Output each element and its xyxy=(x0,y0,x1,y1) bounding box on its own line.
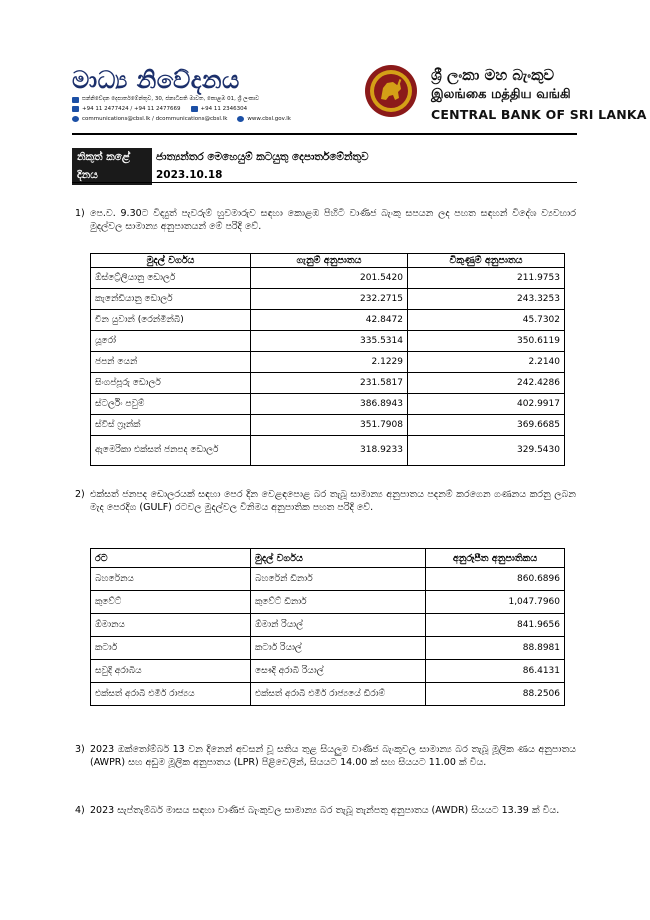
rate-cell: 88.2506 xyxy=(426,683,565,706)
table-row xyxy=(91,352,565,373)
para3-number: 3) xyxy=(75,744,85,755)
address-line xyxy=(72,96,259,103)
table-row xyxy=(91,331,565,352)
currency-cell: ජපන් යෙන් xyxy=(91,352,251,373)
country-cell: කුවේට් xyxy=(91,591,251,614)
buy-rate-cell: 386.8943 xyxy=(251,394,408,415)
gulf-rates-table xyxy=(90,548,565,706)
sell-rate-cell: 211.9753 xyxy=(408,268,565,289)
header-divider xyxy=(72,133,577,135)
country-cell: බහරේනය xyxy=(91,568,251,591)
sell-rate-cell: 329.5430 xyxy=(408,436,565,466)
sell-rate-cell: 45.7302 xyxy=(408,310,565,331)
sell-rate-cell: 350.6119 xyxy=(408,331,565,352)
cbsl-seal-logo xyxy=(364,64,418,118)
phone-text: +94 11 2477424 / +94 11 2477669 xyxy=(82,106,181,112)
currency-cell: ඕමාන් රියාල් xyxy=(251,614,426,637)
currency-cell: කැනේඩියානු ඩොලර් xyxy=(91,289,251,310)
table-row xyxy=(91,289,565,310)
exchange-rates-table xyxy=(90,253,565,466)
para4-text: 2023 සැප්තැම්බර් මාසය සඳහා වාණිජ බැංකුවල සාමාන්‍ය බර තැබූ තැන්පතු අනුපාතය (AWDR) සියයට 13.39 ක් විය. xyxy=(90,805,560,816)
table-row xyxy=(91,568,565,591)
table-row xyxy=(91,614,565,637)
col-header-rate: අනුරූපීත අනුපාතිකය xyxy=(426,549,565,568)
para1-number: 1) xyxy=(75,208,85,219)
buy-rate-cell: 232.2715 xyxy=(251,289,408,310)
fax-text: +94 11 2346304 xyxy=(200,106,248,112)
col-header-currency: මුදල් වර්ගය xyxy=(91,254,251,268)
para4-number: 4) xyxy=(75,805,85,816)
phone-icon xyxy=(72,106,79,112)
date-label: දිනය xyxy=(72,166,152,185)
email-icon xyxy=(72,116,79,122)
currency-cell: ඇමෙරිකා එක්සත් ජනපද ඩොලර් xyxy=(91,436,251,466)
buy-rate-cell: 335.5314 xyxy=(251,331,408,352)
issued-by-label: නිකුත් කළේ xyxy=(72,148,152,167)
fax-icon xyxy=(191,106,198,112)
meta-divider xyxy=(72,182,577,183)
col-header-selling-rate: විකුණුම් අනුපාතය xyxy=(408,254,565,268)
bank-name-english: CENTRAL BANK OF SRI LANKA xyxy=(431,107,647,122)
rate-cell: 86.4131 xyxy=(426,660,565,683)
phone-line xyxy=(72,106,247,112)
para2-number: 2) xyxy=(75,489,85,500)
location-icon xyxy=(72,97,79,103)
para3-text: 2023 ඔක්තෝම්බර් 13 වන දිනෙන් අවසන් වූ සතිය තුළ සියලුම වාණිජ බැංකුවල සාමාන්‍ය බර තැබූ මූලික ණය අනුපාතය (AWPR) සහ අඩුම මූලික අනුපාතය (LPR) පිළිවෙලින්, සියයට 14.00 ක් සහ සියයට 11.00 ක් විය. xyxy=(90,744,576,768)
buy-rate-cell: 201.5420 xyxy=(251,268,408,289)
rate-cell: 88.8981 xyxy=(426,637,565,660)
buy-rate-cell: 351.7908 xyxy=(251,415,408,436)
globe-icon xyxy=(237,116,244,122)
table-row xyxy=(91,591,565,614)
sell-rate-cell: 402.9917 xyxy=(408,394,565,415)
table-row xyxy=(91,310,565,331)
table-row xyxy=(91,683,565,706)
rate-cell: 841.9656 xyxy=(426,614,565,637)
issued-by-value: ජාත්‍යන්තර මෙහෙයුම් කටයුතු දෙපාර්තමේන්තුව xyxy=(156,151,369,163)
rate-cell: 860.6896 xyxy=(426,568,565,591)
table-row xyxy=(91,373,565,394)
address-text: සන්නිවේදන දෙපාර්තමේන්තුව, 30, ජනාධිපති මාවත, කොළඹ 01, ශ්‍රී ලංකාව xyxy=(82,96,260,102)
press-release-title: මාධ්‍ය නිවේදනය xyxy=(72,66,240,94)
currency-cell: සෞදි අරාබි රියාල් xyxy=(251,660,426,683)
table-row xyxy=(91,268,565,289)
bank-name-sinhala: ශ්‍රී ලංකා මහ බැංකුව xyxy=(431,66,555,84)
currency-cell: ස්ටර්ලිං පවුම් xyxy=(91,394,251,415)
para1-text: පෙ.ව. 9.30ට විද්‍යුත් පැවරුම් හුවමාරුව සඳහා කොළඹ පිහිටි වාණිජ බැංකු සපයන ලද පහත සඳහන් විදේශ ව්‍යවහාර මුදල්වල සාමාන්‍ය අනුපාතයන් මේ පරිදි වේ. xyxy=(90,208,576,232)
buy-rate-cell: 231.5817 xyxy=(251,373,408,394)
country-cell: එක්සත් අරාබි එමීර් රාජ්‍යය xyxy=(91,683,251,706)
sell-rate-cell: 2.2140 xyxy=(408,352,565,373)
currency-cell: කටාර් රියාල් xyxy=(251,637,426,660)
currency-cell: එක්සත් අරාබි එමීර් රාජ්‍යයේ ඩිරාම් xyxy=(251,683,426,706)
table-header-row xyxy=(91,549,565,568)
table-row xyxy=(91,436,565,466)
currency-cell: කුවේට් ඩිනාර් xyxy=(251,591,426,614)
website-link[interactable]: www.cbsl.gov.lk xyxy=(247,116,291,122)
table-header-row xyxy=(91,254,565,268)
table-row xyxy=(91,660,565,683)
currency-cell: ස්විස් ෆ්‍රෑන්ක් xyxy=(91,415,251,436)
date-value: 2023.10.18 xyxy=(156,169,223,181)
sell-rate-cell: 369.6685 xyxy=(408,415,565,436)
currency-cell: බහරේන් ඩිනාර් xyxy=(251,568,426,591)
table-row xyxy=(91,394,565,415)
email-line xyxy=(72,116,291,122)
country-cell: සවුදි අරාබිය xyxy=(91,660,251,683)
table-row xyxy=(91,637,565,660)
col-header-currency: මුදල් වර්ගය xyxy=(251,549,426,568)
sell-rate-cell: 243.3253 xyxy=(408,289,565,310)
email-text[interactable]: communications@cbsl.lk / dcommunications@cbsl.lk xyxy=(82,116,228,122)
bank-name-tamil: இலங்கை மத்திய வங்கி xyxy=(431,87,571,102)
currency-cell: ඕස්ට්‍රේලියානු ඩොලර් xyxy=(91,268,251,289)
currency-cell: චීන යුවාන් (රෙන්මින්බි) xyxy=(91,310,251,331)
buy-rate-cell: 318.9233 xyxy=(251,436,408,466)
buy-rate-cell: 2.1229 xyxy=(251,352,408,373)
para2-text: එක්සත් ජනපද ඩොලරයක් සඳහා පෙර දින වෙළඳපොළ බර තැබූ සාමාන්‍ය අනුපාතය පදනම් කරගෙන ගණනය කරනු ලබන මැද පෙරදිග (GULF) රටවල මුදල්වල විනිමය අනුපාතික පහත පරිදි වේ. xyxy=(90,489,576,513)
table-row xyxy=(91,415,565,436)
currency-cell: යූරෝ xyxy=(91,331,251,352)
currency-cell: සිංගප්පූරු ඩොලර් xyxy=(91,373,251,394)
country-cell: කටාර් xyxy=(91,637,251,660)
country-cell: ඕමානය xyxy=(91,614,251,637)
col-header-buying-rate: ගැනුම් අනුපාතය xyxy=(251,254,408,268)
rate-cell: 1,047.7960 xyxy=(426,591,565,614)
col-header-country: රට xyxy=(91,549,251,568)
sell-rate-cell: 242.4286 xyxy=(408,373,565,394)
buy-rate-cell: 42.8472 xyxy=(251,310,408,331)
